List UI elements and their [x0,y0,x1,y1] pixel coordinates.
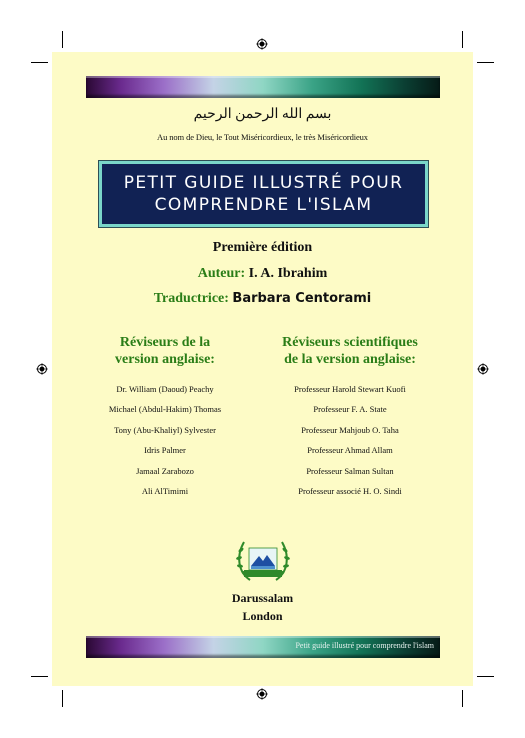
registration-mark-icon [256,688,268,700]
book-title-line-1: PETIT GUIDE ILLUSTRÉ POUR [123,173,404,193]
author-label: Auteur: [197,266,246,281]
crop-mark [462,31,463,48]
reviewer-name: Professeur F. A. State [313,404,387,415]
registration-mark-icon [36,363,48,375]
publisher-name: Darussalam [231,591,294,605]
crop-mark [62,31,63,48]
crop-mark [62,690,63,707]
reviewer-name: Idris Palmer [144,445,186,456]
darussalam-logo-icon [232,536,294,586]
reviewer-name: Professeur Mahjoub O. Taha [301,424,399,435]
scientific-reviewers-heading [260,334,440,368]
heading-line: de la version anglaise: [284,352,416,367]
reviewer-name: Dr. William (Daoud) Peachy [116,384,214,394]
crop-mark [462,690,463,707]
arabic-basmala: بسم الله الرحمن الرحيم [193,107,332,122]
publisher-block [52,589,473,625]
scientific-reviewers-column [260,334,440,503]
author-name: I. A. Ibrahim [248,266,328,281]
english-reviewers-heading [80,334,250,368]
basmala-translation: Au nom de Dieu, le Tout Miséricordieux, le très Miséricordieux [157,132,368,142]
heading-line: Réviseurs de la [119,335,211,350]
translator-line [52,291,473,307]
book-title [102,172,425,216]
publisher-city: London [242,609,283,623]
crop-mark [477,62,494,63]
footer-caption: Petit guide illustré pour comprendre l'islam [295,641,434,650]
crop-mark [31,62,48,63]
author-line [52,266,473,282]
crop-mark [477,676,494,677]
translator-name: Barbara Centorami [232,291,372,306]
reviewer-name: Professeur Harold Stewart Kuofi [294,384,406,394]
translator-label: Traductrice: [153,291,229,306]
english-reviewers-column [80,334,250,503]
top-decorative-band [86,76,440,98]
title-box [99,161,428,227]
heading-line: version anglaise: [115,352,215,367]
edition-label: Première édition [212,240,313,255]
book-title-line-2: COMPRENDRE L'ISLAM [154,195,373,215]
reviewer-name: Tony (Abu-Khaliyl) Sylvester [114,424,216,435]
reviewer-name: Professeur Salman Sultan [306,465,394,476]
registration-mark-icon [477,363,489,375]
heading-line: Réviseurs scientifiques [282,335,418,350]
book-cover-page [52,52,473,686]
bottom-decorative-band [86,636,440,658]
reviewer-name: Ali AlTimimi [141,485,189,496]
reviewer-name: Michael (Abdul-Hakim) Thomas [108,404,222,415]
reviewer-name: Professeur Ahmad Allam [307,445,393,456]
crop-mark [31,676,48,677]
reviewer-name: Jamaal Zarabozo [136,465,194,476]
registration-mark-icon [256,38,268,50]
reviewer-name: Professeur associé H. O. Sindi [298,485,402,496]
